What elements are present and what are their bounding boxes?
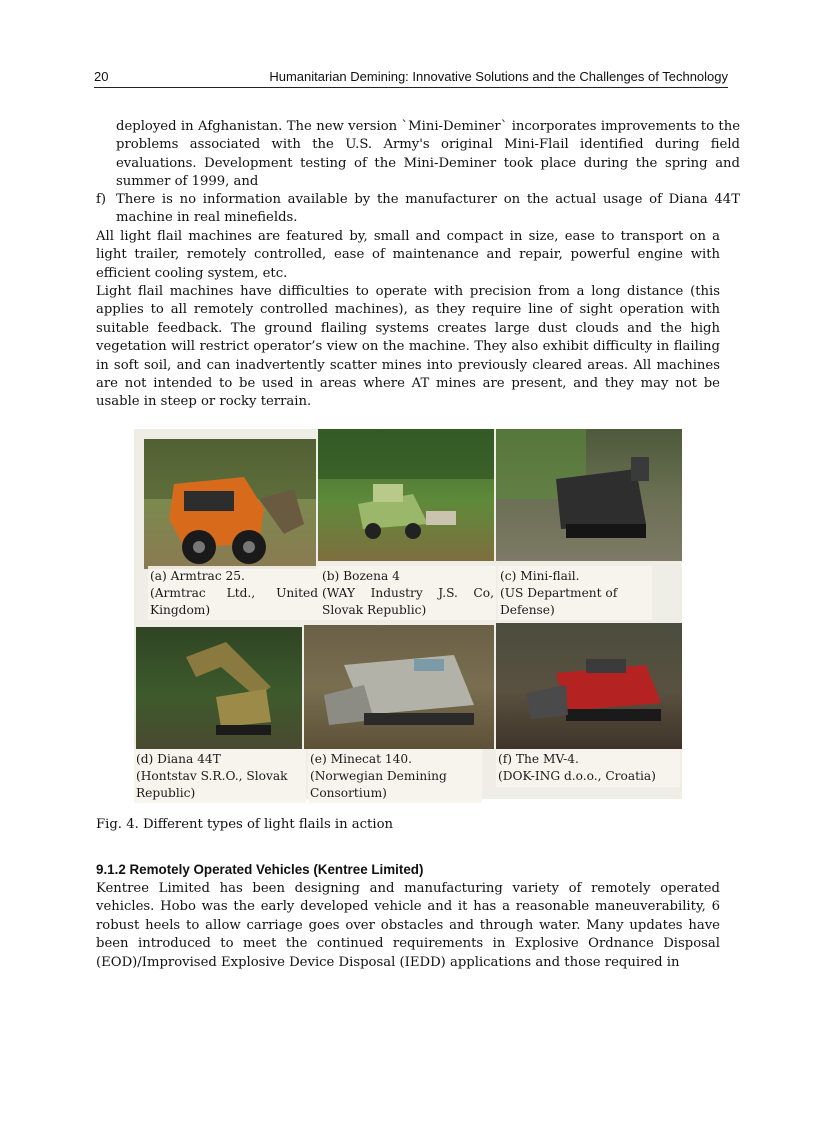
caption-e-line-1: (e) Minecat 140. — [310, 752, 413, 766]
caption-f-line-2: (DOK-ING d.o.o., Croatia) — [498, 768, 656, 783]
photo-mv-4 — [496, 623, 682, 749]
diana-machine-image — [136, 627, 302, 749]
caption-b-word-3: J.S. — [438, 585, 458, 600]
section-body: Kentree Limited has been designing and manufacturing variety of remotely operated vehicles. Hobo was the early developed vehicle and it has a reasonable maneuverability, 6 robust heels to allow carriage goes over obstacles and through water. Many updates have been introduced to meet the continued requirements in Explosive Ordnance Disposal (EOD)/Improvised Explosive Device Disposal (IEDD) applications and those required in — [96, 881, 720, 970]
photo-armtrac-25 — [144, 439, 316, 569]
section-heading: 9.1.2 Remotely Operated Vehicles (Kentree Limited) — [96, 862, 424, 877]
list-item-text: There is no information available by the manufacturer on the actual usage of Diana 44T machine in real minefields. — [116, 192, 740, 226]
caption-e-line-2: (Norwegian Demining — [310, 768, 447, 783]
figure-light-flails — [134, 429, 682, 799]
caption-a-word-1: (Armtrac — [150, 585, 206, 600]
list-item-f — [96, 191, 740, 228]
caption-d-line-2: (Hontstav S.R.O., Slovak — [136, 768, 288, 783]
caption-a-line-1: (a) Armtrac 25. — [150, 569, 245, 583]
photo-bozena-4 — [318, 429, 494, 561]
caption-b-line-3: Slovak Republic) — [322, 602, 427, 617]
caption-c — [498, 566, 652, 620]
armtrac-machine-image — [144, 439, 316, 569]
caption-c-line-3: Defense) — [500, 602, 555, 617]
caption-a-word-3: United — [276, 585, 318, 600]
running-header — [94, 69, 728, 88]
caption-b-line-1: (b) Bozena 4 — [322, 569, 400, 583]
list-marker: f) — [96, 192, 107, 207]
minecat-machine-image — [304, 625, 494, 749]
paragraph-features: All light flail machines are featured by, small and compact in size, ease to transport on a light trailer, remotely controlled, ease of maintenance and repair, powerful engine with efficient cooling system, etc. — [96, 229, 720, 281]
caption-c-line-1: (c) Mini-flail. — [500, 569, 580, 583]
caption-b-word-2: Industry — [370, 585, 423, 600]
mv4-machine-image — [496, 623, 682, 749]
list-continuation: deployed in Afghanistan. The new version `Mini-Deminer` incorporates improvements to the problems associated with the U.S. Army's original Mini-Flail identified during field evaluations. Development testing of the Mini-Deminer took place during the spring and summer of 1999, and — [116, 119, 740, 190]
caption-d-line-1: (d) Diana 44T — [136, 752, 221, 766]
paragraph-difficulties: Light flail machines have difficulties to operate with precision from a long distance (this applies to all remotely controlled machines), as they require line of sight operation with suitable feedback. The ground flailing systems creates large dust clouds and the high vegetation will restrict operator’s view on the machine. They also exhibit difficulty in flailing in soft soil, and can inadvertently scatter mines into previously cleared areas. All machines are not intended to be used in areas where AT mines are present, and they may not be usable in steep or rocky terrain. — [96, 284, 720, 410]
caption-d-line-3: Republic) — [136, 785, 196, 800]
running-title: Humanitarian Demining: Innovative Solutions and the Challenges of Technology — [269, 69, 728, 84]
photo-diana-44t — [136, 627, 302, 749]
caption-b-word-4: Co, — [473, 585, 494, 600]
caption-b — [320, 566, 496, 620]
caption-a-word-2: Ltd., — [226, 585, 256, 600]
figure-caption: Fig. 4. Different types of light flails in action — [96, 817, 394, 832]
caption-f-line-1: (f) The MV-4. — [498, 752, 579, 766]
photo-mini-flail — [496, 429, 682, 561]
caption-e — [308, 749, 482, 803]
caption-e-line-3: Consortium) — [310, 785, 387, 800]
caption-c-line-2: (US Department of — [500, 585, 618, 600]
caption-a — [148, 566, 320, 620]
photo-minecat-140 — [304, 625, 494, 749]
caption-d — [134, 749, 306, 803]
caption-a-line-2 — [150, 585, 318, 602]
mini-flail-machine-image — [496, 429, 682, 561]
caption-b-word-1: (WAY — [322, 585, 356, 600]
page-number: 20 — [94, 69, 109, 84]
caption-f — [496, 749, 680, 787]
bozena-machine-image — [318, 429, 494, 561]
caption-a-line-3: Kingdom) — [150, 602, 211, 617]
caption-b-line-2 — [322, 585, 494, 602]
